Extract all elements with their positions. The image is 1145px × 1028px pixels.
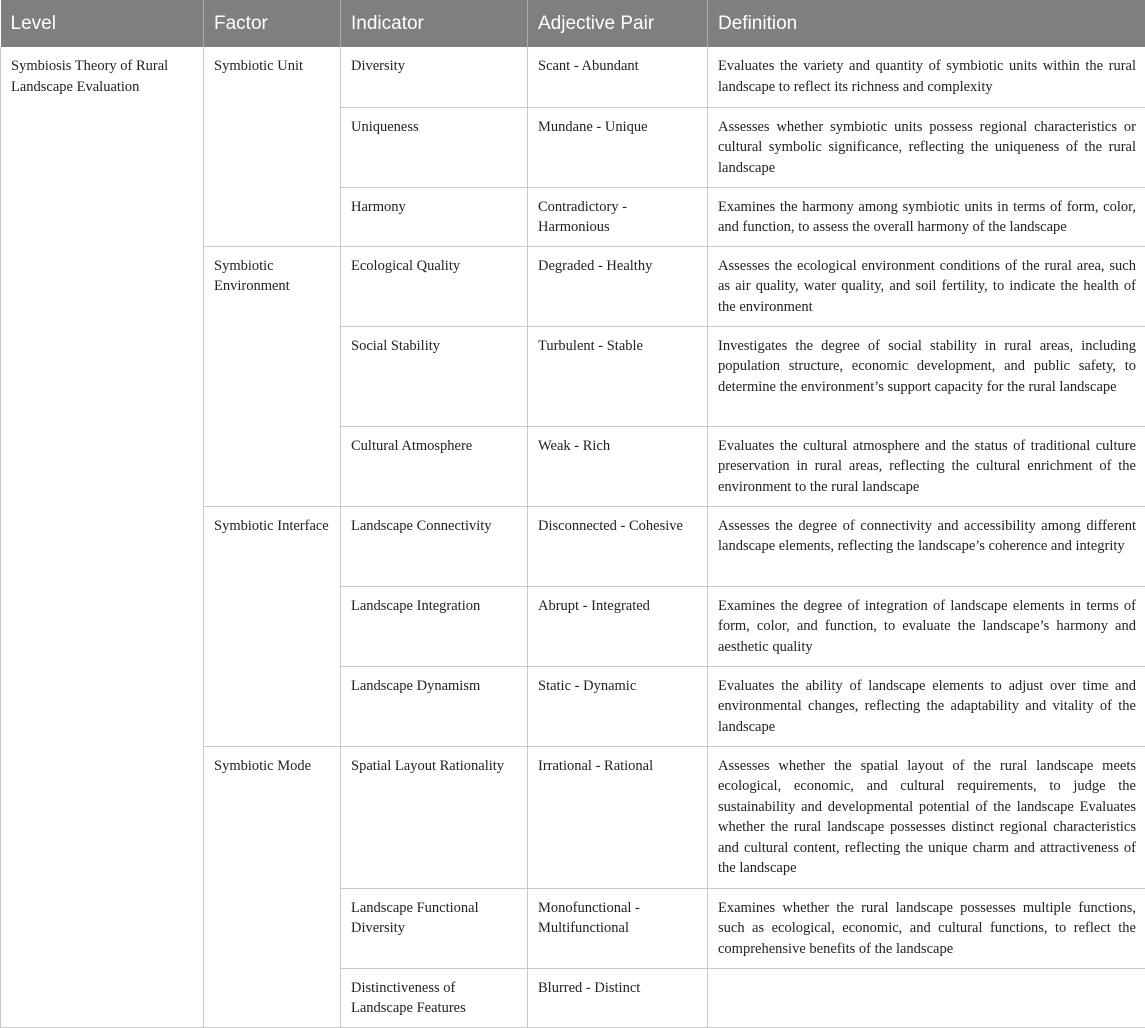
indicator-cell: Landscape Functional Diversity bbox=[341, 888, 528, 968]
adjective-pair-cell: Monofunctional - Multifunctional bbox=[528, 888, 708, 968]
indicator-cell: Distinctiveness of Landscape Features bbox=[341, 968, 528, 1027]
definition-cell: Assesses whether symbiotic units possess regional characteristics or cultural symbolic significance, reflecting the uniqueness of the rural landscape bbox=[708, 107, 1145, 187]
definition-cell: Examines whether the rural landscape possesses multiple functions, such as ecological, economic, and cultural functions, to reflect the comprehensive benefits of the landscape bbox=[708, 888, 1145, 968]
definition-cell: Assesses the degree of connectivity and accessibility among different landscape elements, reflecting the landscape’s coherence and integrity bbox=[708, 506, 1145, 586]
definition-cell: Investigates the degree of social stability in rural areas, including population structure, economic development, and public safety, to determine the environment’s support capacity for the rural landscape bbox=[708, 326, 1145, 426]
adjective-pair-cell: Static - Dynamic bbox=[528, 666, 708, 746]
header-factor: Factor bbox=[204, 0, 341, 47]
level-cell: Symbiosis Theory of Rural Landscape Evaluation bbox=[1, 47, 204, 1027]
definition-cell: Evaluates the cultural atmosphere and the status of traditional culture preservation in rural areas, reflecting the cultural enrichment of the environment to the rural landscape bbox=[708, 426, 1145, 506]
adjective-pair-cell: Disconnected - Cohesive bbox=[528, 506, 708, 586]
adjective-pair-cell: Scant - Abundant bbox=[528, 47, 708, 107]
indicator-cell: Landscape Dynamism bbox=[341, 666, 528, 746]
indicator-cell: Ecological Quality bbox=[341, 246, 528, 326]
indicator-cell: Social Stability bbox=[341, 326, 528, 426]
definition-cell: Evaluates the ability of landscape elements to adjust over time and environmental changes, reflecting the adaptability and vitality of the landscape bbox=[708, 666, 1145, 746]
header-definition: Definition bbox=[708, 0, 1145, 47]
definition-cell: Evaluates the variety and quantity of symbiotic units within the rural landscape to reflect its richness and complexity bbox=[708, 47, 1145, 107]
definition-cell: Examines the harmony among symbiotic units in terms of form, color, and function, to assess the overall harmony of the landscape bbox=[708, 187, 1145, 246]
adjective-pair-cell: Turbulent - Stable bbox=[528, 326, 708, 426]
indicator-cell: Cultural Atmosphere bbox=[341, 426, 528, 506]
header-adjective-pair: Adjective Pair bbox=[528, 0, 708, 47]
header-row bbox=[1, 0, 1145, 47]
indicator-cell: Spatial Layout Rationality bbox=[341, 746, 528, 888]
definition-cell: Assesses the ecological environment conditions of the rural area, such as air quality, water quality, and soil fertility, to indicate the health of the environment bbox=[708, 246, 1145, 326]
header-indicator: Indicator bbox=[341, 0, 528, 47]
indicator-cell: Landscape Integration bbox=[341, 586, 528, 666]
adjective-pair-cell: Blurred - Distinct bbox=[528, 968, 708, 1027]
adjective-pair-cell: Irrational - Rational bbox=[528, 746, 708, 888]
adjective-pair-cell: Weak - Rich bbox=[528, 426, 708, 506]
factor-cell: Symbiotic Unit bbox=[204, 47, 341, 246]
definition-cell: Examines the degree of integration of landscape elements in terms of form, color, and function, to evaluate the landscape’s harmony and aesthetic quality bbox=[708, 586, 1145, 666]
adjective-pair-cell: Abrupt - Integrated bbox=[528, 586, 708, 666]
adjective-pair-cell: Contradictory - Harmonious bbox=[528, 187, 708, 246]
indicator-cell: Uniqueness bbox=[341, 107, 528, 187]
factor-cell: Symbiotic Interface bbox=[204, 506, 341, 746]
adjective-pair-cell: Mundane - Unique bbox=[528, 107, 708, 187]
factor-cell: Symbiotic Mode bbox=[204, 746, 341, 1027]
header-level: Level bbox=[1, 0, 204, 47]
indicator-cell: Landscape Connectivity bbox=[341, 506, 528, 586]
factor-cell: Symbiotic Environment bbox=[204, 246, 341, 506]
table-row bbox=[1, 47, 1145, 107]
indicator-cell: Harmony bbox=[341, 187, 528, 246]
definition-cell bbox=[708, 968, 1145, 1027]
adjective-pair-cell: Degraded - Healthy bbox=[528, 246, 708, 326]
definition-cell: Assesses whether the spatial layout of the rural landscape meets ecological, economic, and cultural requirements, to judge the sustainability and developmental potential of the landscape Evaluates whether the rural landscape possesses distinct regional characteristics and cultural content, reflecting the unique charm and attractiveness of the landscape bbox=[708, 746, 1145, 888]
indicator-cell: Diversity bbox=[341, 47, 528, 107]
